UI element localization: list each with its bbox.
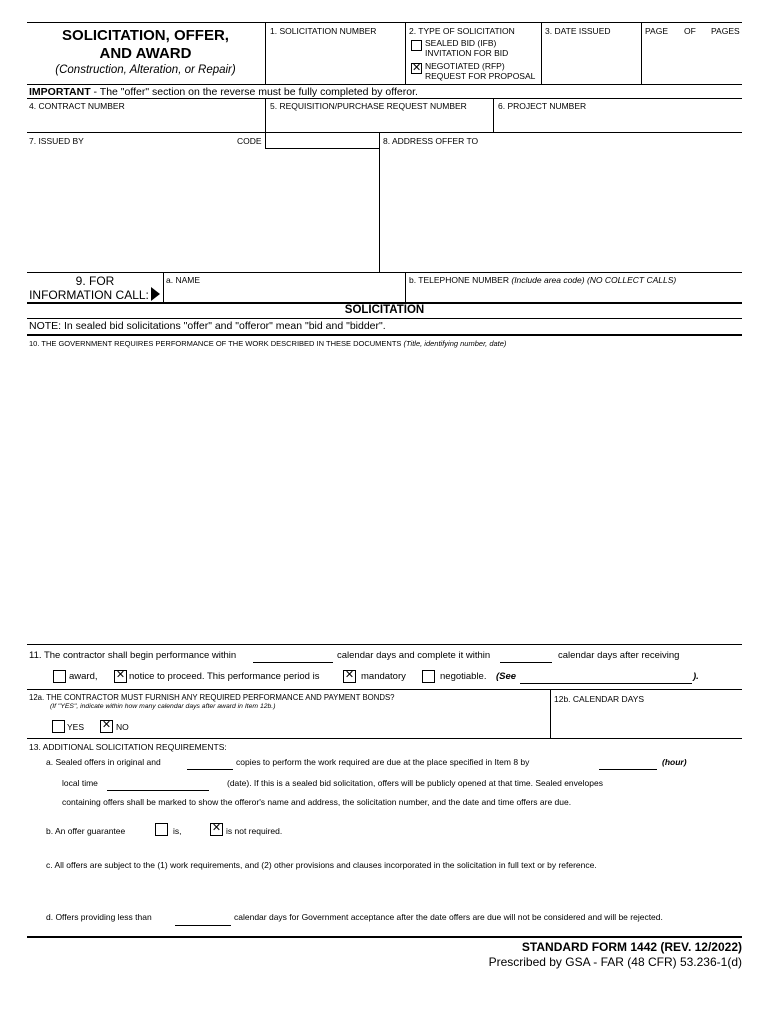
calendar-days-field[interactable] bbox=[551, 706, 742, 736]
item13d-part1: d. Offers providing less than bbox=[46, 912, 152, 922]
award-label: award, bbox=[69, 671, 98, 682]
form-title-line2: AND AWARD bbox=[99, 45, 192, 62]
guarantee-is-checkbox[interactable] bbox=[155, 823, 168, 836]
see-close: ). bbox=[693, 671, 699, 682]
sealed-bid-checkbox[interactable] bbox=[411, 40, 422, 51]
pages-label: PAGES bbox=[711, 26, 740, 36]
hour-field[interactable] bbox=[599, 769, 657, 770]
date-field[interactable] bbox=[107, 790, 209, 791]
item13b-label: b. An offer guarantee bbox=[46, 826, 126, 836]
complete-days-field[interactable] bbox=[500, 662, 552, 663]
negotiated-label: NEGOTIATED (RFP) bbox=[425, 61, 505, 71]
notice-to-proceed-label: notice to proceed. This performance period is bbox=[129, 671, 320, 682]
requisition-number-field[interactable] bbox=[266, 112, 492, 131]
for-information-call-line1: 9. FOR bbox=[75, 274, 115, 288]
solicitation-number-label: 1. SOLICITATION NUMBER bbox=[270, 26, 377, 36]
calendar-days-label: 12b. CALENDAR DAYS bbox=[554, 694, 645, 704]
date-issued-label: 3. DATE ISSUED bbox=[545, 26, 611, 36]
code-label: CODE bbox=[237, 136, 262, 146]
sealed-bid-label: SEALED BID (IFB) bbox=[425, 38, 497, 48]
bonds-yes-checkbox[interactable] bbox=[52, 720, 65, 733]
acceptance-days-field[interactable] bbox=[175, 925, 231, 926]
notice-to-proceed-checkbox[interactable] bbox=[114, 670, 127, 683]
invitation-for-bid-label: INVITATION FOR BID bbox=[425, 48, 509, 58]
copies-field[interactable] bbox=[187, 769, 233, 770]
contact-name-label: a. NAME bbox=[166, 275, 201, 285]
solicitation-note: NOTE: In sealed bid solicitations "offer" and "offeror" mean "bid and "bidder". bbox=[29, 320, 386, 332]
for-information-call-line2: INFORMATION CALL: bbox=[29, 288, 149, 302]
item12a-note: (If "YES", indicate within how many calendar days after award in Item 12b.) bbox=[50, 703, 276, 710]
hour-label: (hour) bbox=[662, 757, 687, 767]
bonds-no-checkbox[interactable] bbox=[100, 720, 113, 733]
local-time-label: local time bbox=[62, 778, 98, 788]
project-number-field[interactable] bbox=[494, 112, 742, 131]
guarantee-not-label: is not required. bbox=[226, 826, 283, 836]
bonds-no-label: NO bbox=[116, 722, 129, 732]
date-issued-field[interactable] bbox=[542, 38, 640, 83]
request-for-proposal-label: REQUEST FOR PROPOSAL bbox=[425, 71, 536, 81]
solicitation-section-title: SOLICITATION bbox=[344, 304, 425, 316]
issued-by-label: 7. ISSUED BY bbox=[29, 136, 84, 146]
address-offer-to-label: 8. ADDRESS OFFER TO bbox=[383, 136, 479, 146]
contract-number-label: 4. CONTRACT NUMBER bbox=[29, 101, 125, 111]
item11-part1: 11. The contractor shall begin performance within bbox=[29, 650, 237, 661]
item13a-part2: copies to perform the work required are due at the place specified in Item 8 by bbox=[236, 757, 530, 767]
form-subtitle: (Construction, Alteration, or Repair) bbox=[55, 64, 236, 76]
work-description-field[interactable] bbox=[28, 352, 742, 642]
form-title-line1: SOLICITATION, OFFER, bbox=[62, 27, 229, 44]
form-number: STANDARD FORM 1442 (REV. 12/2022) bbox=[521, 940, 742, 954]
item10-text: 10. THE GOVERNMENT REQUIRES PERFORMANCE OF THE WORK DESCRIBED IN THESE DOCUMENTS bbox=[29, 339, 402, 348]
contact-name-field[interactable] bbox=[164, 285, 404, 301]
issued-by-code-field[interactable] bbox=[266, 133, 378, 147]
item13a-date-text: (date). If this is a sealed bid solicitation, offers will be publicly opened at that time. Sealed envelopes bbox=[227, 778, 603, 788]
important-notice bbox=[29, 86, 418, 98]
negotiated-checkbox[interactable] bbox=[411, 63, 422, 74]
issued-by-field[interactable] bbox=[28, 150, 378, 270]
important-text: - The "offer" section on the reverse must be fully completed by offeror. bbox=[90, 86, 418, 98]
telephone-label bbox=[409, 275, 676, 285]
see-label: (See bbox=[496, 671, 517, 682]
negotiable-checkbox[interactable] bbox=[422, 670, 435, 683]
item13c-text: c. All offers are subject to the (1) work requirements, and (2) other provisions and clauses incorporated in the solicitation in full text or by reference. bbox=[46, 860, 597, 870]
item13-heading: 13. ADDITIONAL SOLICITATION REQUIREMENTS: bbox=[29, 742, 227, 752]
item12a-label: 12a. THE CONTRACTOR MUST FURNISH ANY REQUIRED PERFORMANCE AND PAYMENT BONDS? bbox=[29, 693, 395, 702]
of-label: OF bbox=[684, 26, 696, 36]
mandatory-label: mandatory bbox=[361, 671, 406, 682]
type-of-solicitation-label: 2. TYPE OF SOLICITATION bbox=[409, 26, 515, 36]
requisition-number-label: 5. REQUISITION/PURCHASE REQUEST NUMBER bbox=[270, 101, 467, 111]
bonds-yes-label: YES bbox=[67, 722, 85, 732]
see-reference-field[interactable] bbox=[520, 683, 692, 684]
prescribed-by: Prescribed by GSA - FAR (48 CFR) 53.236-1(d) bbox=[488, 955, 742, 969]
important-bold: IMPORTANT bbox=[29, 86, 91, 98]
guarantee-is-label: is, bbox=[173, 826, 182, 836]
solicitation-number-field[interactable] bbox=[266, 38, 404, 83]
item10-note: (Title, identifying number, date) bbox=[403, 339, 507, 348]
item11-part2: calendar days and complete it within bbox=[337, 650, 491, 661]
item11-part3: calendar days after receiving bbox=[558, 650, 680, 661]
contract-number-field[interactable] bbox=[28, 112, 264, 131]
project-number-label: 6. PROJECT NUMBER bbox=[498, 101, 587, 111]
negotiable-label: negotiable. bbox=[440, 671, 487, 682]
begin-days-field[interactable] bbox=[253, 662, 333, 663]
arrow-right-icon bbox=[151, 287, 160, 301]
mandatory-checkbox[interactable] bbox=[343, 670, 356, 683]
telephone-field[interactable] bbox=[406, 285, 742, 301]
item10-label bbox=[29, 339, 506, 348]
address-offer-to-field[interactable] bbox=[380, 148, 742, 270]
telephone-label-text: b. TELEPHONE NUMBER bbox=[409, 275, 509, 285]
item13a-part1: a. Sealed offers in original and bbox=[46, 757, 161, 767]
award-checkbox[interactable] bbox=[53, 670, 66, 683]
page-count-field[interactable] bbox=[642, 38, 742, 83]
item13a-containing: containing offers shall be marked to show the offeror's name and address, the solicitation number, and the date and time offers are due. bbox=[62, 797, 572, 807]
telephone-note: (Include area code) (NO COLLECT CALLS) bbox=[511, 275, 677, 285]
guarantee-not-checkbox[interactable] bbox=[210, 823, 223, 836]
page-label: PAGE bbox=[645, 26, 668, 36]
item13d-part2: calendar days for Government acceptance after the date offers are due will not be considered and will be rejected. bbox=[234, 912, 663, 922]
